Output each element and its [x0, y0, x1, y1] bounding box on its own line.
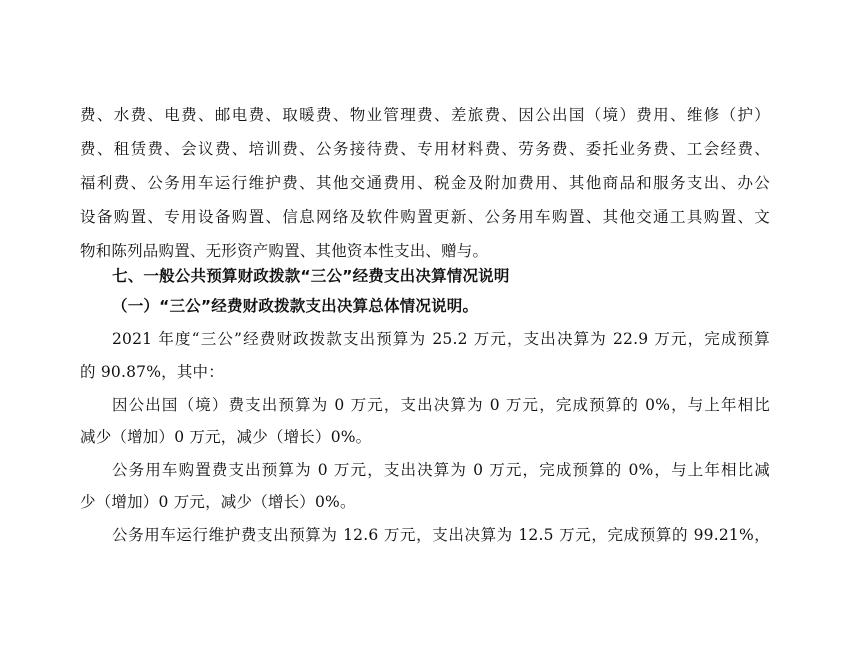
abroad-line-2: 减少（增加）0 万元，减少（增长）0%。 [80, 428, 372, 446]
abroad-line-1: 因公出国（境）费支出预算为 0 万元，支出决算为 0 万元，完成预算的 0%，与上年相比 [112, 396, 770, 414]
vehicle-operation-line-1: 公务用车运行维护费支出预算为 12.6 万元，支出决算为 12.5 万元，完成预算的 99.21%， [112, 526, 770, 544]
vehicle-purchase-line-1: 公务用车购置费支出预算为 0 万元，支出决算为 0 万元，完成预算的 0%，与上年相比减 [112, 461, 770, 479]
paragraph-line: 费、租赁费、会议费、培训费、公务接待费、专用材料费、劳务费、委托业务费、工会经费、 [80, 140, 770, 158]
paragraph-line: 物和陈列品购置、无形资产购置、其他资本性支出、赠与。 [80, 242, 489, 260]
vehicle-purchase-line-2: 少（增加）0 万元，减少（增长）0%。 [80, 493, 356, 511]
subsection-heading: （一）“三公”经费财政拨款支出决算总体情况说明。 [112, 297, 479, 315]
overall-line-2: 的 90.87%，其中： [80, 363, 224, 381]
section-heading: 七、一般公共预算财政拨款“三公”经费支出决算情况说明 [112, 267, 510, 285]
paragraph-line: 设备购置、专用设备购置、信息网络及软件购置更新、公务用车购置、其他交通工具购置、文 [80, 208, 770, 226]
overall-line-1: 2021 年度“三公”经费财政拨款支出预算为 25.2 万元，支出决算为 22.9 万元，完成预算 [112, 330, 770, 348]
paragraph-line: 福利费、公务用车运行维护费、其他交通费用、税金及附加费用、其他商品和服务支出、办公 [80, 174, 770, 192]
paragraph-line: 费、水费、电费、邮电费、取暖费、物业管理费、差旅费、因公出国（境）费用、维修（护） [80, 106, 770, 124]
